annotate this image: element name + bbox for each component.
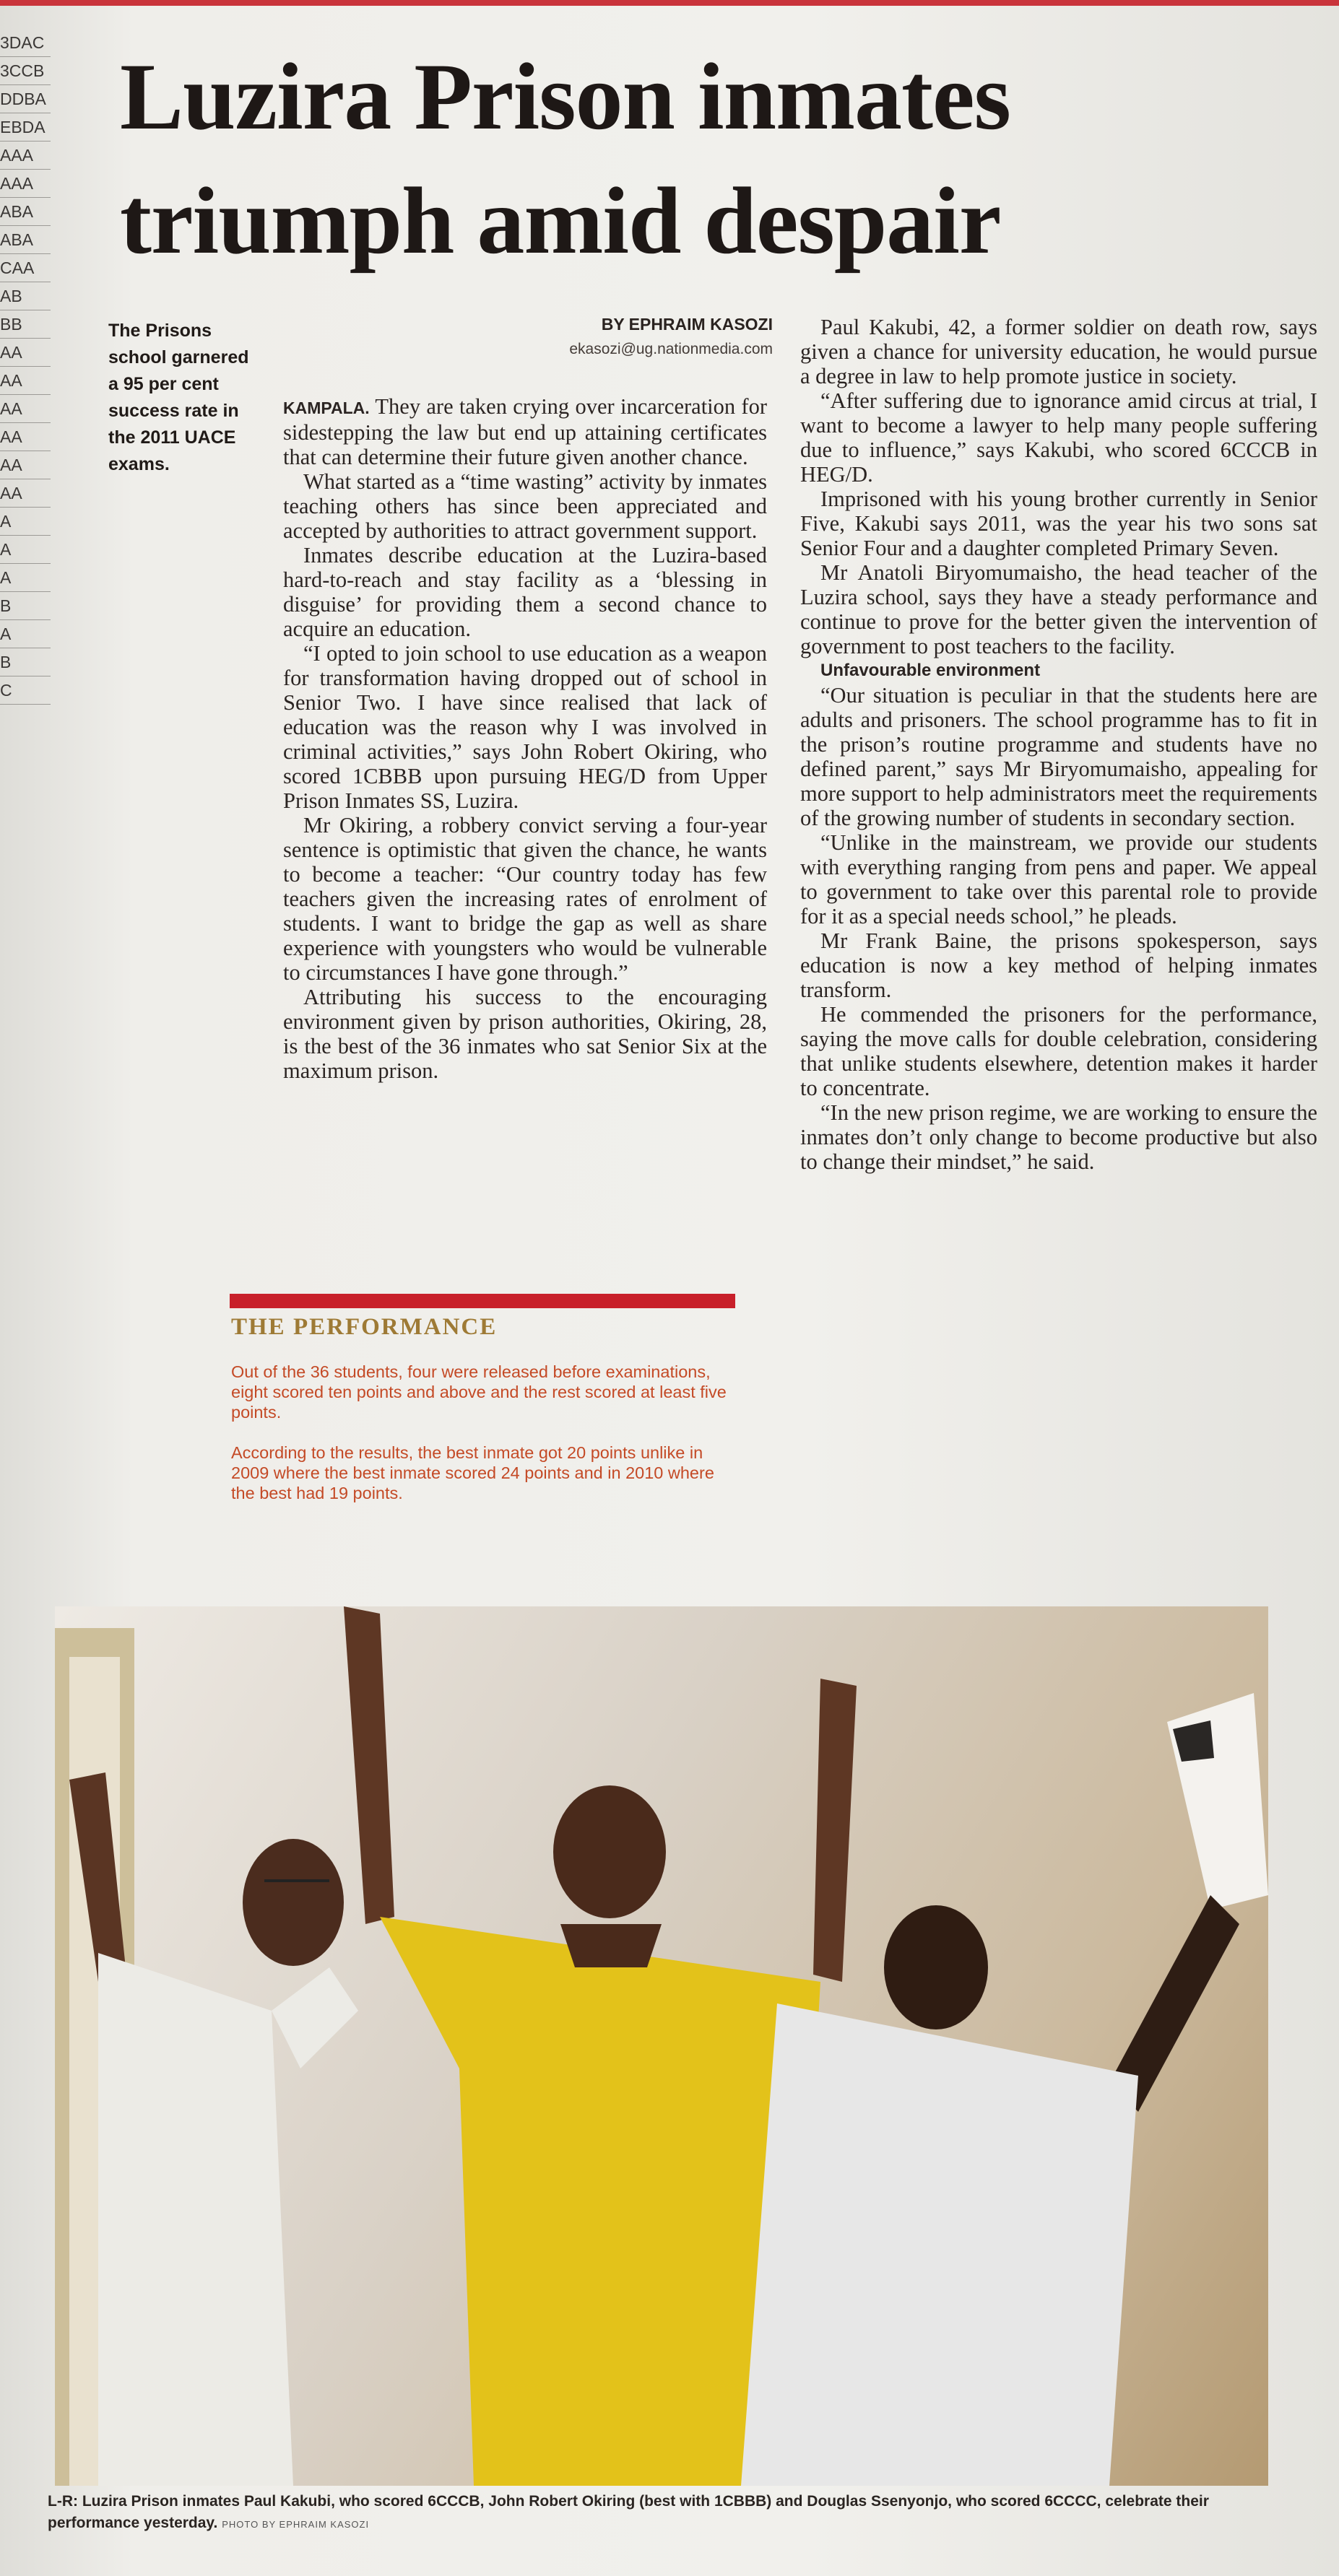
article-paragraph — [283, 394, 767, 469]
stub-code: 3CCB — [0, 57, 51, 85]
article-paragraph: Mr Anatoli Biryomumaisho, the head teacher of the Luzira school, says they have a steady performance and continue to prove for the better given the intervention of government to post teachers to the facility. — [800, 560, 1317, 658]
stub-code: AA — [0, 479, 51, 508]
article-paragraph: Mr Frank Baine, the prisons spokesperson, says education is now a key method of helping inmates transform. — [800, 928, 1317, 1002]
caption-text: L-R: Luzira Prison inmates Paul Kakubi, who scored 6CCCB, John Robert Okiring (best with 1CBBB) and Douglas Ssenyonjo, who scored 6CCCC, celebrate their performance yesterday. — [48, 2493, 1209, 2531]
pull-quote: The Prisons school garnered a 95 per cent success rate in the 2011 UACE exams. — [108, 321, 249, 474]
article-column-1 — [283, 394, 767, 1083]
lead-text: They are taken crying over incarceration for sidestepping the law but end up attaining certificates that can determine their future given another chance. — [283, 394, 767, 469]
performance-red-rule — [230, 1294, 735, 1308]
author-email: ekasozi@ug.nationmedia.com — [569, 341, 773, 357]
article-paragraph: “I opted to join school to use education as a weapon for transformation having dropped out of school in Senior Two. I have since realised that lack of education was the reason why I was involved in criminal activities,” says John Robert Okiring, who scored 1CBBB upon pursuing HEG/D from Upper Prison Inmates SS, Luzira. — [283, 641, 767, 813]
performance-paragraph-1: Out of the 36 students, four were released before examinations, eight scored ten points and above and the rest scored at least five points. — [231, 1362, 727, 1422]
photo-illustration — [55, 1606, 1268, 2486]
performance-paragraph-2: According to the results, the best inmate got 20 points unlike in 2009 where the best inmate scored 24 points and in 2010 where the best had 19 points. — [231, 1443, 714, 1502]
article-paragraph: “Unlike in the mainstream, we provide our students with everything ranging from pens and paper. We appeal to government to take over this parental role to provide for it as a special needs school,” he pleads. — [800, 830, 1317, 928]
stub-code: C — [0, 676, 51, 705]
stub-code: ABA — [0, 198, 51, 226]
headline — [120, 35, 1290, 283]
article-paragraph: Paul Kakubi, 42, a former soldier on death row, says given a chance for university education, he would pursue a degree in law to help promote justice in society. — [800, 315, 1317, 388]
stub-code: A — [0, 564, 51, 592]
inmates-photo — [55, 1606, 1268, 2486]
stub-code: A — [0, 508, 51, 536]
stub-code: AAA — [0, 170, 51, 198]
article-paragraph: He commended the prisoners for the performance, saying the move calls for double celebration, considering that unlike students elsewhere, detention makes it harder to concentrate. — [800, 1002, 1317, 1100]
headline-line-1: Luzira Prison inmates — [120, 43, 1010, 149]
stub-code: EBDA — [0, 113, 51, 142]
paper-held-right — [1167, 1693, 1268, 1910]
stub-code: BB — [0, 310, 51, 339]
stub-code: B — [0, 648, 51, 676]
stub-code: ABA — [0, 226, 51, 254]
dateline: KAMPALA. — [283, 399, 370, 417]
stub-code: AA — [0, 423, 51, 451]
performance-title: THE PERFORMANCE — [231, 1314, 498, 1340]
stub-code: AA — [0, 339, 51, 367]
stub-code: A — [0, 620, 51, 648]
article-paragraph: Attributing his success to the encouraging environment given by prison authorities, Okiring, 28, is the best of the 36 inmates who sat Senior Six at the maximum prison. — [283, 985, 767, 1083]
article-paragraph: Inmates describe education at the Luzira-based hard-to-reach and stay facility as a ‘blessing in disguise’ for providing them a second chance to acquire an education. — [283, 543, 767, 641]
stub-code: 3DAC — [0, 29, 51, 57]
stub-code: A — [0, 536, 51, 564]
stub-code: B — [0, 592, 51, 620]
stub-code: AB — [0, 282, 51, 310]
photo-caption — [48, 2491, 1261, 2536]
stub-code: AA — [0, 367, 51, 395]
article-paragraph: Imprisoned with his young brother currently in Senior Five, Kakubi says 2011, was the year his two sons sat Senior Four and a daughter completed Primary Seven. — [800, 487, 1317, 560]
stub-code: DDBA — [0, 85, 51, 113]
article-paragraph: “In the new prison regime, we are working to ensure the inmates don’t only change to become productive but also to change their mindset,” he said. — [800, 1100, 1317, 1174]
top-color-bar — [0, 0, 1339, 6]
article-column-2 — [800, 315, 1317, 1174]
byline: BY EPHRAIM KASOZI — [601, 315, 773, 334]
article-paragraph: Mr Okiring, a robbery convict serving a four-year sentence is optimistic that given the chance, he wants to become a teacher: “Our country today has few teachers given the increasing rates of enrolment of students. I want to bridge the gap as well as share experience with youngsters who would be vulnerable to circumstances I have gone through.” — [283, 813, 767, 985]
subheading: Unfavourable environment — [820, 661, 1041, 680]
photo-credit: PHOTO BY EPHRAIM KASOZI — [222, 2519, 370, 2530]
stub-code: AA — [0, 451, 51, 479]
article-paragraph: “Our situation is peculiar in that the students here are adults and prisoners. The school programme has to fit in the prison’s routine programme and students have no defined parent,” says Mr Biryomumaisho, appealing for more support to help administrators meet the requirements of the growing number of students in secondary section. — [800, 683, 1317, 830]
article-paragraph: “After suffering due to ignorance amid circus at trial, I want to become a lawyer to help many people suffering due to influence,” says Kakubi, who scored 6CCCB in HEG/D. — [800, 388, 1317, 487]
stub-code: CAA — [0, 254, 51, 282]
stub-code: AA — [0, 395, 51, 423]
headline-line-2: triumph amid despair — [120, 167, 1001, 274]
inmate-left — [69, 1772, 358, 2486]
adjacent-results-column — [0, 29, 51, 705]
article-paragraph: What started as a “time wasting” activity by inmates teaching others has since been appreciated and accepted by authorities to attract government support. — [283, 469, 767, 543]
stub-code: AAA — [0, 142, 51, 170]
